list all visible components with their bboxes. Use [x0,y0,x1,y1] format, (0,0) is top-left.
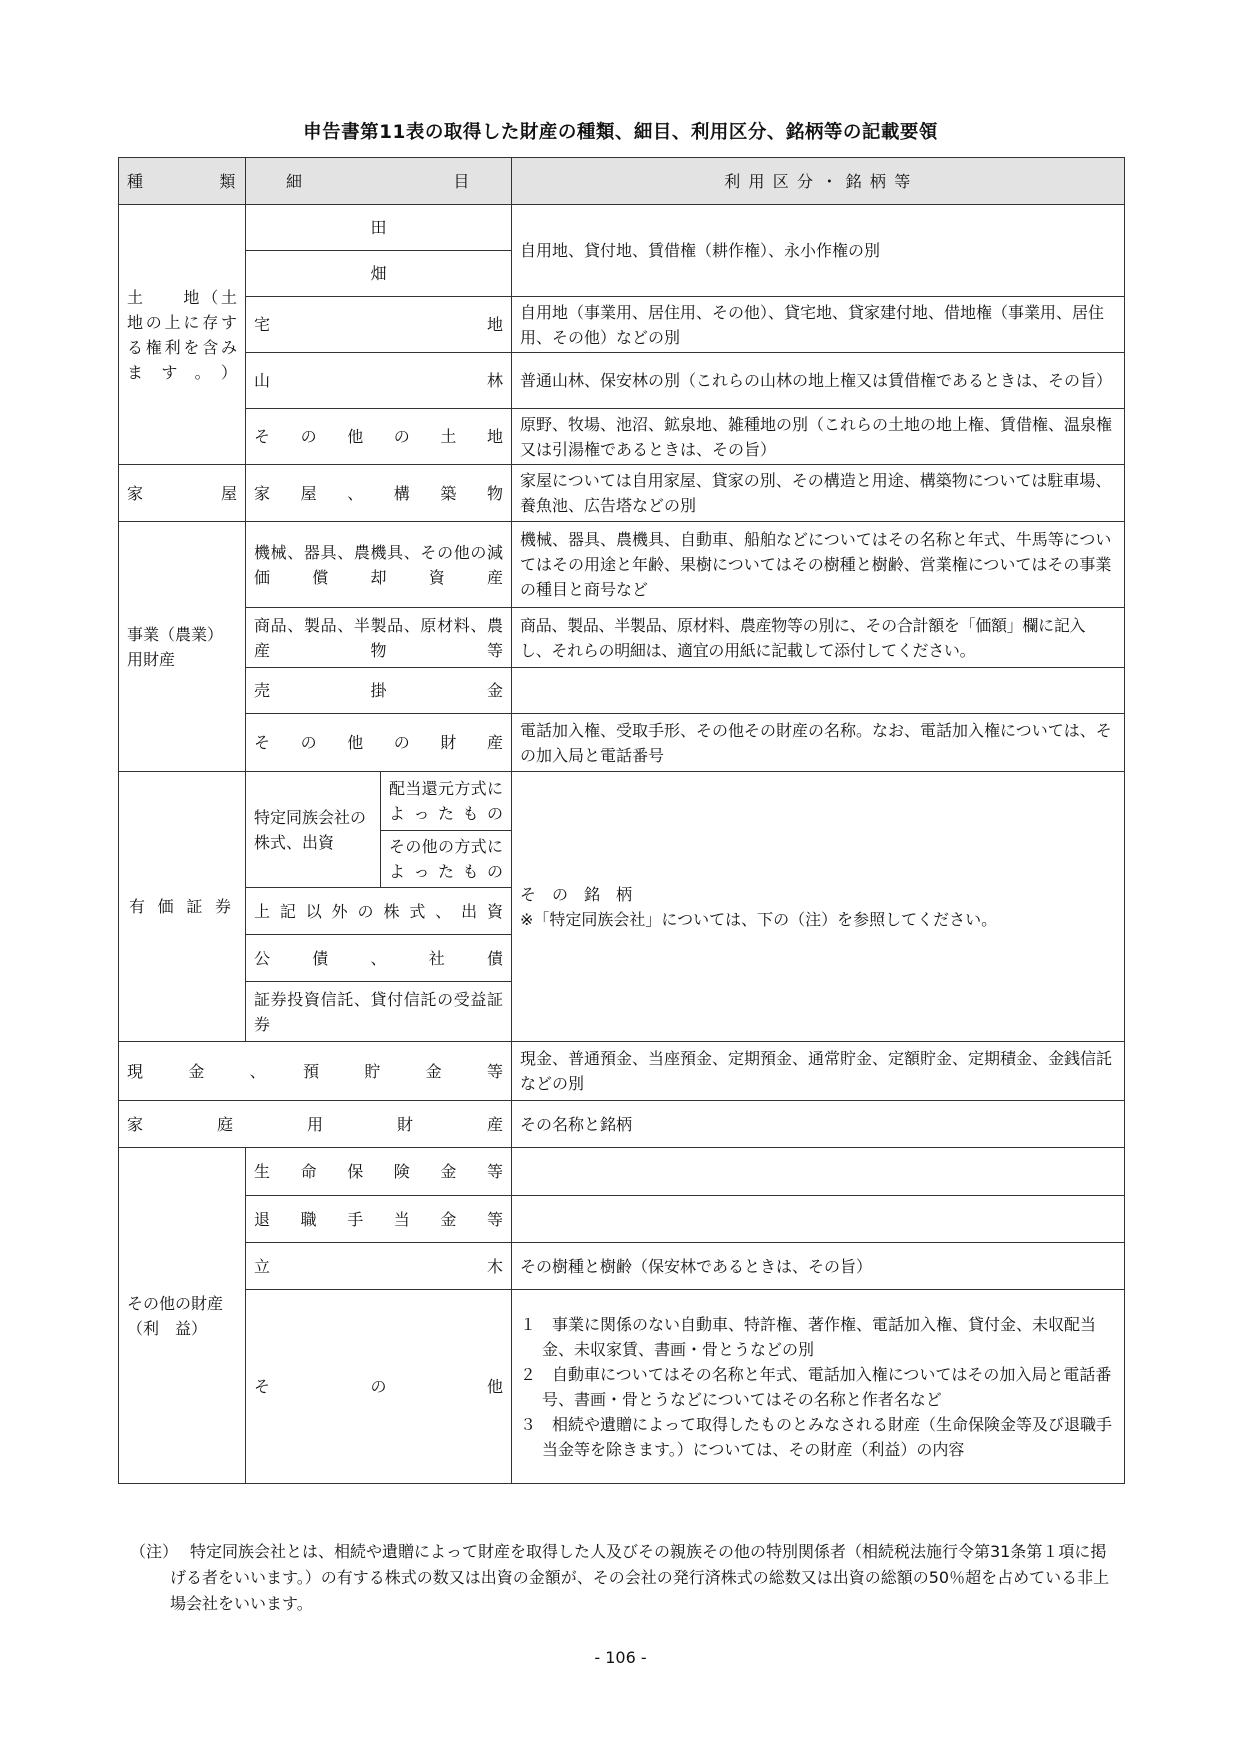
property-table [118,157,1125,1484]
detail-other-land: そ の 他 の 土 地 [246,409,512,465]
usage-securities-line1: そ の 銘 柄 [520,884,633,904]
detail-house: 家 屋 、 構 築 物 [246,465,512,522]
detail-family-company: 特定同族会社の株式、出資 [246,772,381,888]
usage-others-item-3: ３ 相続や遺贈によって取得したものとみなされる財産（生命保険金等及び退職手当金等を除きます。）については、その財産（利益）の内容 [520,1414,1113,1459]
header-detail: 細 目 [246,158,512,205]
kind-land: 土 地（土地の上に存する権利を含みます。） [119,205,246,465]
table-row [119,465,1125,522]
header-kind: 種 類 [119,158,246,205]
table-row [119,205,1125,251]
usage-other-land: 原野、牧場、池沼、鉱泉地、雑種地の別（これらの土地の地上権、賃借権、温泉権又は引湯権であるときは、その旨） [512,409,1125,465]
detail-other-business: そ の 他 の 財 産 [246,714,512,772]
usage-residential: 自用地（事業用、居住用、その他）、貸宅地、貸家建付地、借地権（事業用、居住用、その他）などの別 [512,297,1125,353]
usage-receivable [512,668,1125,714]
detail-bonds: 公 債 、 社 債 [246,935,512,982]
detail-goods: 商品、製品、半製品、原材料、農産物等 [246,608,512,668]
detail-others: そ の 他 [246,1290,512,1484]
usage-others-item-2: ２ 自動車についてはその名称と年式、電話加入権についてはその加入局と電話番号、書画・骨とうなどについてはその名称と作者名など [520,1364,1112,1409]
table-row [119,714,1125,772]
usage-forest: 普通山林、保安林の別（これらの山林の地上権又は賃借権であるときは、その旨） [512,353,1125,409]
usage-machine: 機械、器具、農機具、自動車、船舶などについてはその名称と年式、牛馬等についてはその用途と年齢、果樹についてはその樹種と樹齢、営業権についてはその事業の種目と商号など [512,522,1125,608]
page-number: - 106 - [594,1648,647,1667]
usage-securities [512,772,1125,1042]
detail-other-stock: 上記以外の株式、出資 [246,888,512,935]
detail-rice: 田 [246,205,512,251]
kind-business: 事業（農業）用財産 [119,522,246,772]
table-row [119,1148,1125,1196]
table-row [119,522,1125,608]
kind-other-property: その他の財産（利 益） [119,1148,246,1484]
usage-others-item-1: １ 事業に関係のない自動車、特許権、著作権、電話加入権、貸付金、未収配当金、未収家賃、書画・骨とうなどの別 [520,1314,1097,1359]
usage-other-business: 電話加入権、受取手形、その他その財産の名称。なお、電話加入権については、その加入局と電話番号 [512,714,1125,772]
table-row [119,1196,1125,1243]
table-row [119,1290,1125,1484]
detail-other-method: その他の方式によったもの [381,831,512,888]
table-row [119,1243,1125,1290]
usage-life-insurance [512,1148,1125,1196]
detail-household: 家 庭 用 財 産 [119,1101,512,1148]
page-title: 申告書第11表の取得した財産の種類、細目、利用区分、銘柄等の記載要領 [303,122,938,143]
table-row [119,1042,1125,1101]
usage-house: 家屋については自用家屋、貸家の別、その構造と用途、構築物については駐車場、養魚池、広告塔などの別 [512,465,1125,522]
table-row [119,409,1125,465]
detail-cash: 現 金 、 預 貯 金 等 [119,1042,512,1101]
kind-securities: 有 価 証 券 [119,772,246,1042]
detail-trust: 証券投資信託、貸付信託の受益証券 [246,982,512,1042]
detail-trees: 立 木 [246,1243,512,1290]
table-row [119,297,1125,353]
footnote [130,1539,1120,1617]
detail-life-insurance: 生 命 保 険 金 等 [246,1148,512,1196]
footnote-label: （注） [130,1542,179,1561]
detail-dividend-method: 配当還元方式によったもの [381,772,512,831]
detail-receivable: 売 掛 金 [246,668,512,714]
usage-trees: その樹種と樹齢（保安林であるときは、その旨） [512,1243,1125,1290]
detail-field: 畑 [246,251,512,297]
table-row [119,1101,1125,1148]
usage-rice-field: 自用地、貸付地、賃借権（耕作権）、永小作権の別 [512,205,1125,297]
usage-securities-line2: ※「特定同族会社」については、下の（注）を参照してください。 [520,909,998,929]
footnote-text: 特定同族会社とは、相続や遺贈によって財産を取得した人及びその親族その他の特別関係者（相続税法施行令第31条第１項に掲げる者をいいます。）の有する株式の数又は出資の金額が、その会社の発行済株式の総数又は出資の総額の50％超を占めている非上場会社をいいます。 [170,1542,1110,1613]
usage-cash: 現金、普通預金、当座預金、定期預金、通常貯金、定額貯金、定期積金、金銭信託などの別 [512,1042,1125,1101]
table-row [119,668,1125,714]
usage-others [512,1290,1125,1484]
usage-goods: 商品、製品、半製品、原材料、農産物等の別に、その合計額を「価額」欄に記入し、それらの明細は、適宜の用紙に記載して添付してください。 [512,608,1125,668]
detail-residential: 宅 地 [246,297,512,353]
usage-household: その名称と銘柄 [512,1101,1125,1148]
detail-forest: 山 林 [246,353,512,409]
table-row [119,608,1125,668]
header-usage: 利 用 区 分 ・ 銘 柄 等 [512,158,1125,205]
table-header-row [119,158,1125,205]
kind-house: 家 屋 [119,465,246,522]
detail-machine: 機械、器具、農機具、その他の減価償却資産 [246,522,512,608]
usage-retirement [512,1196,1125,1243]
detail-retirement: 退 職 手 当 金 等 [246,1196,512,1243]
table-row [119,772,1125,831]
table-row [119,353,1125,409]
